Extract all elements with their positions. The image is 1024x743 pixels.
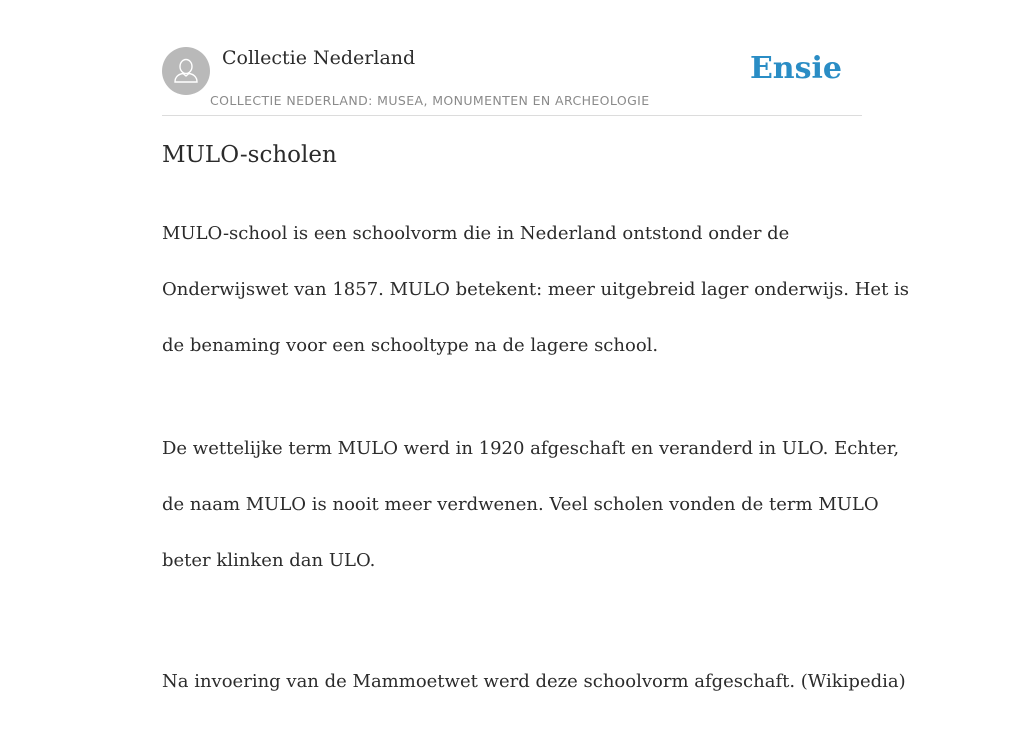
- paragraph: [162, 192, 910, 388]
- paragraph-line: MULO-school is een schoolvorm die in Nederland ontstond onder de: [162, 223, 790, 244]
- paragraph-line: Na invoering van de Mammoetwet werd deze schoolvorm afgeschaft. (Wikipedia): [162, 671, 906, 692]
- paragraph-line: Onderwijswet van 1857. MULO betekent: meer uitgebreid lager onderwijs. Het is: [162, 279, 910, 300]
- paragraph-line: de benaming voor een schooltype na de lagere school.: [162, 335, 659, 356]
- user-icon: [162, 47, 210, 95]
- author-name[interactable]: Collectie Nederland: [222, 47, 416, 69]
- entry-title: MULO-scholen: [162, 142, 337, 168]
- paragraph-line: beter klinken dan ULO.: [162, 550, 376, 571]
- entry-body: [162, 192, 910, 743]
- paragraph: [162, 407, 900, 603]
- author-avatar[interactable]: [162, 47, 210, 95]
- entry-card: [162, 0, 910, 692]
- paragraph-line: De wettelijke term MULO werd in 1920 afgeschaft en veranderd in ULO. Echter,: [162, 438, 900, 459]
- paragraph-line: de naam MULO is nooit meer verdwenen. Veel scholen vonden de term MULO: [162, 494, 879, 515]
- entry-header: [162, 0, 862, 116]
- brand-logo[interactable]: Ensie: [749, 51, 842, 86]
- author-description: COLLECTIE NEDERLAND: MUSEA, MONUMENTEN EN ARCHEOLOGIE: [210, 93, 650, 108]
- paragraph: [162, 640, 906, 724]
